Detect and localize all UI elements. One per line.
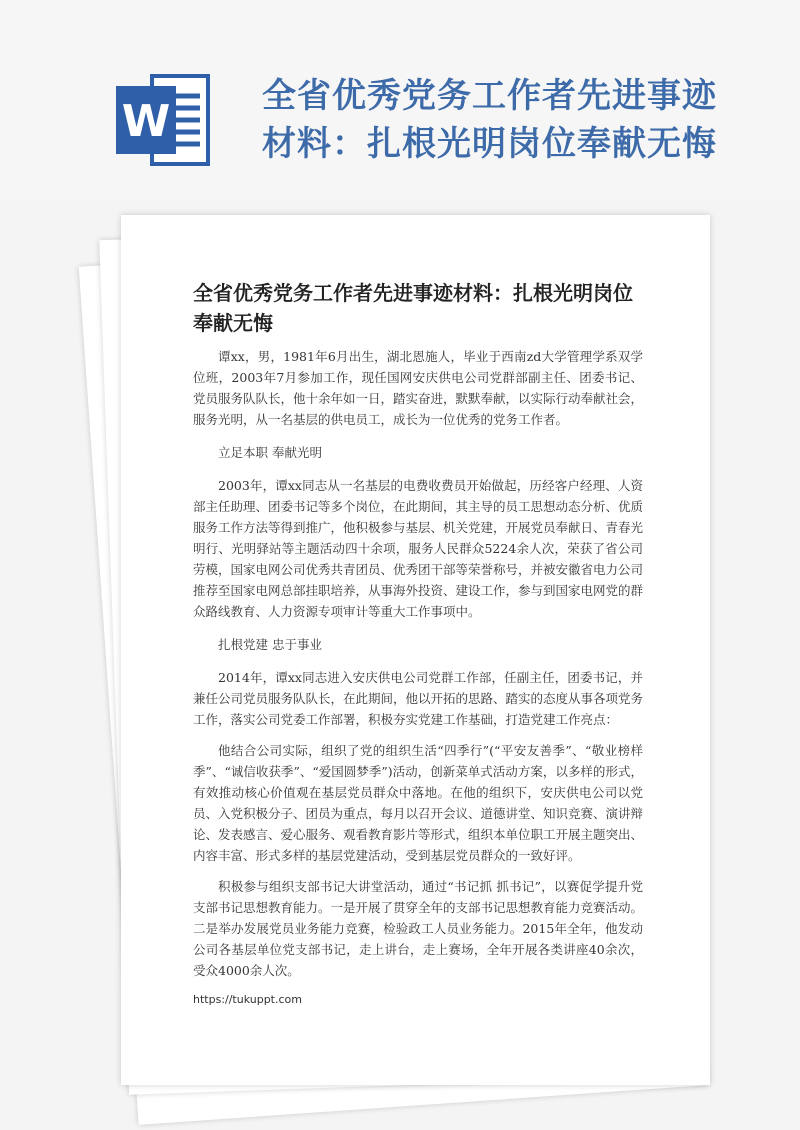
document-title: 全省优秀党务工作者先进事迹材料：扎根光明岗位奉献无悔 — [193, 281, 633, 335]
title-line-2: 材料：扎根光明岗位奉献无悔 — [262, 124, 717, 164]
section-heading: 扎根党建 忠于事业 — [218, 637, 322, 652]
paragraph: 他结合公司实际，组织了党的组织生活“四季行”(“平安友善季”、“敬业榜样季”、“诚信收获季”、“爱国圆梦季”)活动，创新菜单式活动方案，以多样的形式，有效推动核心价值观在基层党员群众中落地。在他的组织下，安庆供电公司以党员、入党积极分子、团员为重点，每月以召开会议、道德讲堂、知识竞赛、演讲辩论、发表感言、爱心服务、观看教育影片等形式，组织本单位职工开展主题突出、内容丰富、形式多样的基层党建活动，受到基层党员群众的一致好评。 — [193, 743, 644, 863]
word-document-icon — [112, 70, 214, 170]
title-line-1: 全省优秀党务工作者先进事迹 — [262, 76, 717, 116]
section-heading: 立足本职 奉献光明 — [218, 445, 322, 460]
paragraph: 2014年，谭xx同志进入安庆供电公司党群工作部，任副主任，团委书记，并兼任公司党员服务队队长，在此期间，他以开拓的思路、踏实的态度从事各项党务工作，落实公司党委工作部署，积极夯实党建工作基础，打造党建工作亮点： — [193, 670, 644, 727]
paragraph-intro: 谭xx，男，1981年6月出生，湖北恩施人，毕业于西南zd大学管理学系双学位班，2003年7月参加工作，现任国网安庆供电公司党群部副主任、团委书记、党员服务队队长，他十余年如一日，踏实奋进，默默奉献，以实际行动奉献社会，服务光明，从一名基层的供电员工，成长为一位优秀的党务工作者。 — [193, 349, 644, 427]
source-link[interactable]: https://tukuppt.com — [193, 993, 302, 1006]
page-title — [262, 72, 782, 168]
header-banner — [0, 0, 800, 200]
paragraph: 积极参与组织支部书记大讲堂活动，通过“书记抓 抓书记”，以赛促学提升党支部书记思想教育能力。一是开展了贯穿全年的支部书记思想教育能力竞赛活动。二是举办发展党员业务能力竞赛，检验政工人员业务能力。2015年全年，他发动公司各基层单位党支部书记，走上讲台，走上赛场，全年开展各类讲座40余次，受众4000余人次。 — [193, 879, 644, 978]
document-body — [193, 346, 643, 991]
paragraph: 2003年，谭xx同志从一名基层的电费收费员开始做起，历经客户经理、人资部主任助理、团委书记等多个岗位，在此期间，其主导的员工思想动态分析、优质服务工作方法等得到推广，他积极参与基层、机关党建，开展党员奉献日、青春光明行、光明驿站等主题活动四十余项，服务人民群众5224余人次，荣获了省公司劳模，国家电网公司优秀共青团员、优秀团干部等荣誉称号，并被安徽省电力公司推荐至国家电网总部挂职培养，从事海外投资、建设工作，参与到国家电网党的群众路线教育、人力资源专项审计等重大工作事项中。 — [193, 478, 644, 619]
svg-text:W: W — [121, 96, 171, 147]
